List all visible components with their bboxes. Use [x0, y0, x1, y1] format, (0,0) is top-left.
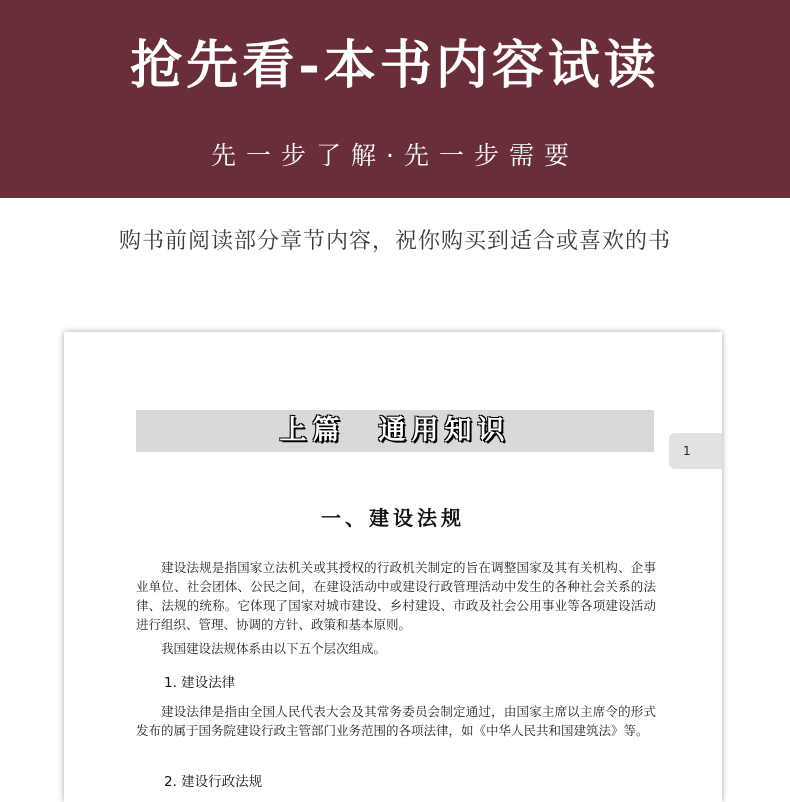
- body-paragraph: 我国建设法规体系由以下五个层次组成。: [161, 641, 387, 656]
- chapter-title: 一、建设法规: [321, 506, 465, 530]
- document-page: [64, 332, 722, 802]
- part-title: 上篇 通用知识: [279, 415, 511, 446]
- section-heading: 1. 建设法律: [164, 675, 236, 691]
- promo-header: [0, 0, 790, 198]
- page-number: 1: [683, 444, 691, 458]
- body-paragraph: 建设法规是指国家立法机关或其授权的行政机关制定的旨在调整国家及其有关机构、企事业单位、社会团体、公民之间，在建设活动中或建设行政管理活动中发生的各种社会关系的法律、法规的统称。它体现了国家对城市建设、乡村建设、市政及社会公用事业等各项建设活动进行组织、管理、协调的方针、政策和基本原则。: [136, 560, 656, 632]
- section-heading: 2. 建设行政法规: [164, 774, 263, 790]
- page-number-tab: [669, 433, 722, 469]
- tagline: 购书前阅读部分章节内容，祝你购买到适合或喜欢的书: [118, 229, 671, 254]
- header-title: 抢先看-本书内容试读: [130, 35, 660, 96]
- body-paragraph: 建设法律是指由全国人民代表大会及其常务委员会制定通过，由国家主席以主席令的形式发布的属于国务院建设行政主管部门业务范围的各项法律，如《中华人民共和国建筑法》等。: [136, 704, 656, 738]
- part-title-band: [136, 410, 654, 452]
- header-subtitle: 先一步了解·先一步需要: [211, 141, 579, 170]
